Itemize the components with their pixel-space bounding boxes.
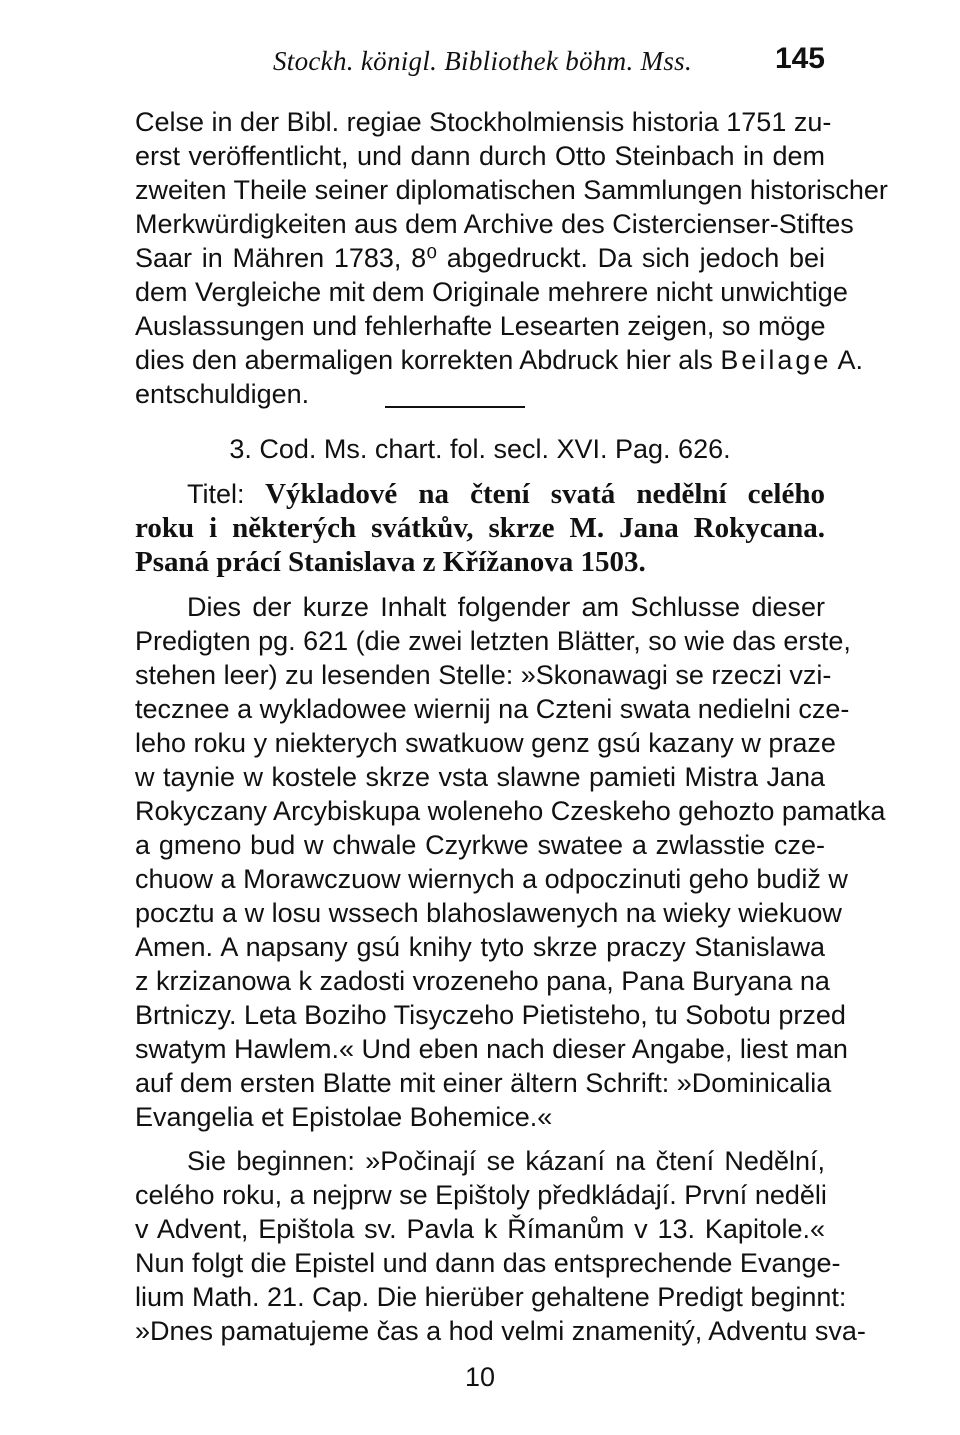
text-line: Saar in Mähren 1783, 8⁰ abgedruckt. Da sich jedoch bei xyxy=(135,243,825,273)
title-label: Titel: xyxy=(187,479,245,509)
text-line: w taynie w kostele skrze vsta slawne pamieti Mistra Jana xyxy=(135,762,825,792)
section-heading: 3. Cod. Ms. chart. fol. secl. XVI. Pag. 626. xyxy=(229,434,731,464)
text-line: pocztu a w losu wssech blahoslawenych na wieky wiekuow xyxy=(135,898,842,928)
text-line: Sie beginnen: »Počinají se kázaní na čtení Nedělní, xyxy=(187,1146,825,1176)
text-line: a gmeno bud w chwale Czyrkwe swatee a zwlasstie cze- xyxy=(135,830,825,860)
text-line: celého roku, a nejprw se Epištoly předkládají. První neděli xyxy=(135,1180,827,1210)
manuscript-title-line: roku i některých svátkův, skrze M. Jana Rokycana. xyxy=(135,512,825,544)
text-line: v Advent, Epištola sv. Pavla k Římanům v 13. Kapitole.« xyxy=(135,1214,825,1244)
text-line: Nun folgt die Epistel und dann das entsprechende Evange- xyxy=(135,1248,841,1278)
text-line: Merkwürdigkeiten aus dem Archive des Cistercienser-Stiftes xyxy=(135,209,854,239)
manuscript-title-line xyxy=(135,477,825,511)
text-line: z krzizanowa k zadosti vrozeneho pana, Pana Buryana na xyxy=(135,966,830,996)
text-line: »Dnes pamatujeme čas a hod velmi znamenitý, Adventu sva- xyxy=(135,1316,866,1346)
text-line: stehen leer) zu lesenden Stelle: »Skonawagi se rzeczi vzi- xyxy=(135,660,832,690)
title-text: Výkladové na čtení svatá nedělní celého xyxy=(265,478,825,510)
text-line: zweiten Theile seiner diplomatischen Sammlungen historischer xyxy=(135,175,888,205)
text-line xyxy=(135,343,863,377)
text-line: dem Vergleiche mit dem Originale mehrere nicht unwichtige xyxy=(135,277,848,307)
text-line: tecznee a wykladowee wiernij na Czteni swata nedielni cze- xyxy=(135,694,850,724)
text-line: chuow a Morawczuow wiernych a odpoczinuti geho budiž w xyxy=(135,864,848,894)
text-line: auf dem ersten Blatte mit einer ältern Schrift: »Dominicalia xyxy=(135,1068,832,1098)
page-number: 145 xyxy=(774,42,825,75)
text-line: leho roku y niekterych swatkuow genz gsú kazany w praze xyxy=(135,728,836,758)
text-fragment: dies den abermaligen korrekten Abdruck hier als xyxy=(135,345,713,375)
text-line: Amen. A napsany gsú knihy tyto skrze praczy Stanislawa xyxy=(135,932,825,962)
text-line: entschuldigen. xyxy=(135,379,310,409)
text-line: swatym Hawlem.« Und eben nach dieser Angabe, liest man xyxy=(135,1034,848,1064)
signature-mark: 10 xyxy=(464,1362,496,1392)
text-line: Dies der kurze Inhalt folgender am Schlusse dieser xyxy=(187,592,825,622)
manuscript-title-line: Psaná prácí Stanislava z Křížanova 1503. xyxy=(135,546,646,578)
text-line: Brtniczy. Leta Boziho Tisyczeho Pietisteho, tu Sobotu przed xyxy=(135,1000,846,1030)
running-title: Stockh. königl. Bibliothek böhm. Mss. xyxy=(273,46,693,76)
spaced-word: Beilage xyxy=(720,345,832,375)
text-line: Evangelia et Epistolae Bohemice.« xyxy=(135,1102,553,1132)
text-fragment: A. xyxy=(837,345,863,375)
text-line: erst veröffentlicht, und dann durch Otto Steinbach in dem xyxy=(135,141,825,171)
text-line: Predigten pg. 621 (die zwei letzten Blätter, so wie das erste, xyxy=(135,626,851,656)
text-line: Rokyczany Arcybiskupa woleneho Czeskeho gehozto pamatka xyxy=(135,796,886,826)
text-line: Celse in der Bibl. regiae Stockholmiensis historia 1751 zu- xyxy=(135,107,832,137)
section-divider xyxy=(385,406,525,408)
text-line: Auslassungen und fehlerhafte Lesearten zeigen, so möge xyxy=(135,311,826,341)
running-head xyxy=(135,40,825,84)
text-line: lium Math. 21. Cap. Die hierüber gehaltene Predigt beginnt: xyxy=(135,1282,847,1312)
